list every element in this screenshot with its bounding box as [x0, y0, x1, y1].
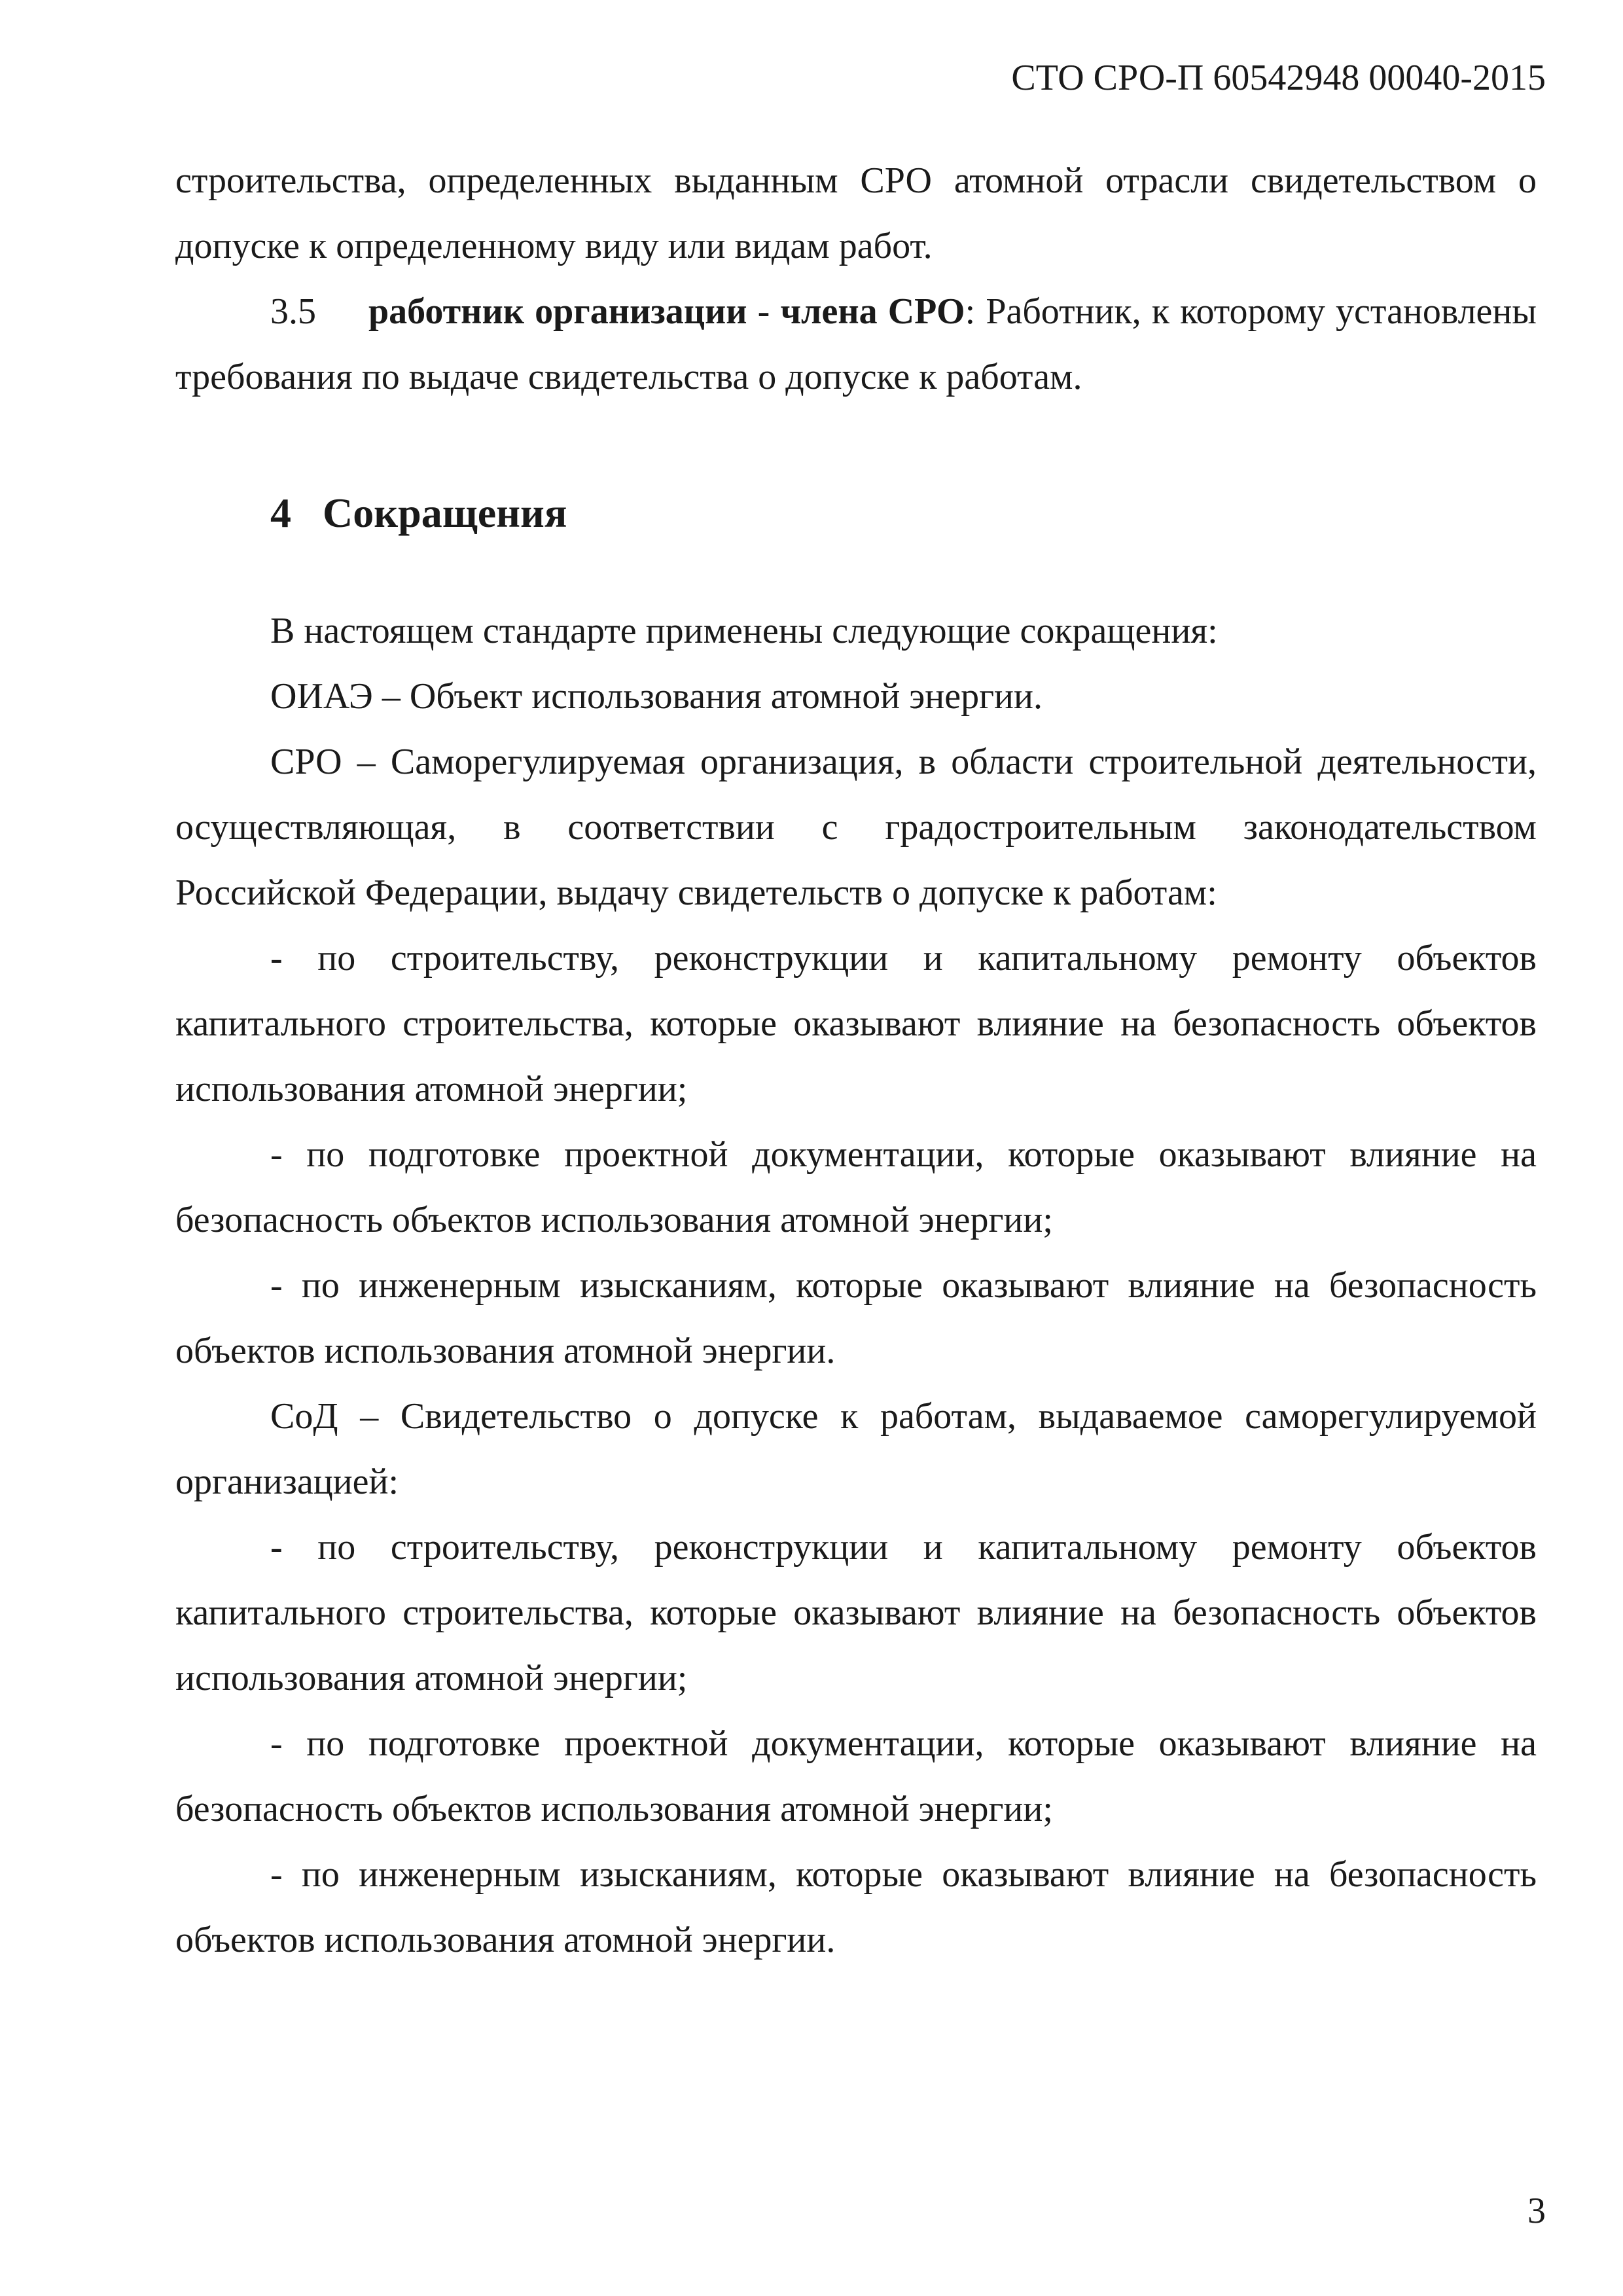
section-title: Сокращения: [323, 490, 567, 536]
sod-list-item: - по инженерным изысканиям, которые оказывают влияние на безопасность объектов использования атомной энергии.: [175, 1854, 1537, 1960]
sod-list-item: - по строительству, реконструкции и капитальному ремонту объектов капитального строительства, которые оказывают влияние на безопасность объектов использования атомной энергии;: [175, 1527, 1537, 1698]
sro-list-item: - по подготовке проектной документации, которые оказывают влияние на безопасность объектов использования атомной энергии;: [175, 1134, 1537, 1240]
sro-list-item: - по строительству, реконструкции и капитальному ремонту объектов капитального строительства, которые оказывают влияние на безопасность объектов использования атомной энергии;: [175, 938, 1537, 1109]
sro-list-item: - по инженерным изысканиям, которые оказывают влияние на безопасность объектов использования атомной энергии.: [175, 1265, 1537, 1371]
page-content: [175, 148, 1537, 1973]
abbreviation-oiae: ОИАЭ – Объект использования атомной энергии.: [270, 676, 1043, 717]
document-code: СТО СРО-П 60542948 00040-2015: [1011, 58, 1546, 98]
sod-list-item: - по подготовке проектной документации, которые оказывают влияние на безопасность объектов использования атомной энергии;: [175, 1723, 1537, 1829]
section-number: 4: [270, 490, 291, 536]
definition-3-5: [175, 279, 1537, 410]
page-number: 3: [1527, 2190, 1546, 2231]
abbreviation-sro: СРО – Саморегулируемая организация, в области строительной деятельности, осуществляющая, в соответствии с градостроительным законодательством Российской Федерации, выдачу свидетельств о допуске к работам:: [175, 742, 1537, 913]
section-heading: [175, 480, 1537, 546]
definition-term: работник организации - члена СРО: [368, 291, 965, 332]
definition-text: : Работник, к которому установлены требования по выдаче свидетельства о допуске к работам.: [175, 291, 1537, 397]
abbreviation-sod: СоД – Свидетельство о допуске к работам, выдаваемое саморегулируемой организацией:: [175, 1396, 1537, 1502]
abbreviations-intro: В настоящем стандарте применены следующие сокращения:: [270, 611, 1218, 651]
continuation-paragraph: строительства, определенных выданным СРО атомной отрасли свидетельством о допуске к определенному виду или видам работ.: [175, 160, 1537, 266]
definition-number: 3.5: [270, 291, 316, 332]
